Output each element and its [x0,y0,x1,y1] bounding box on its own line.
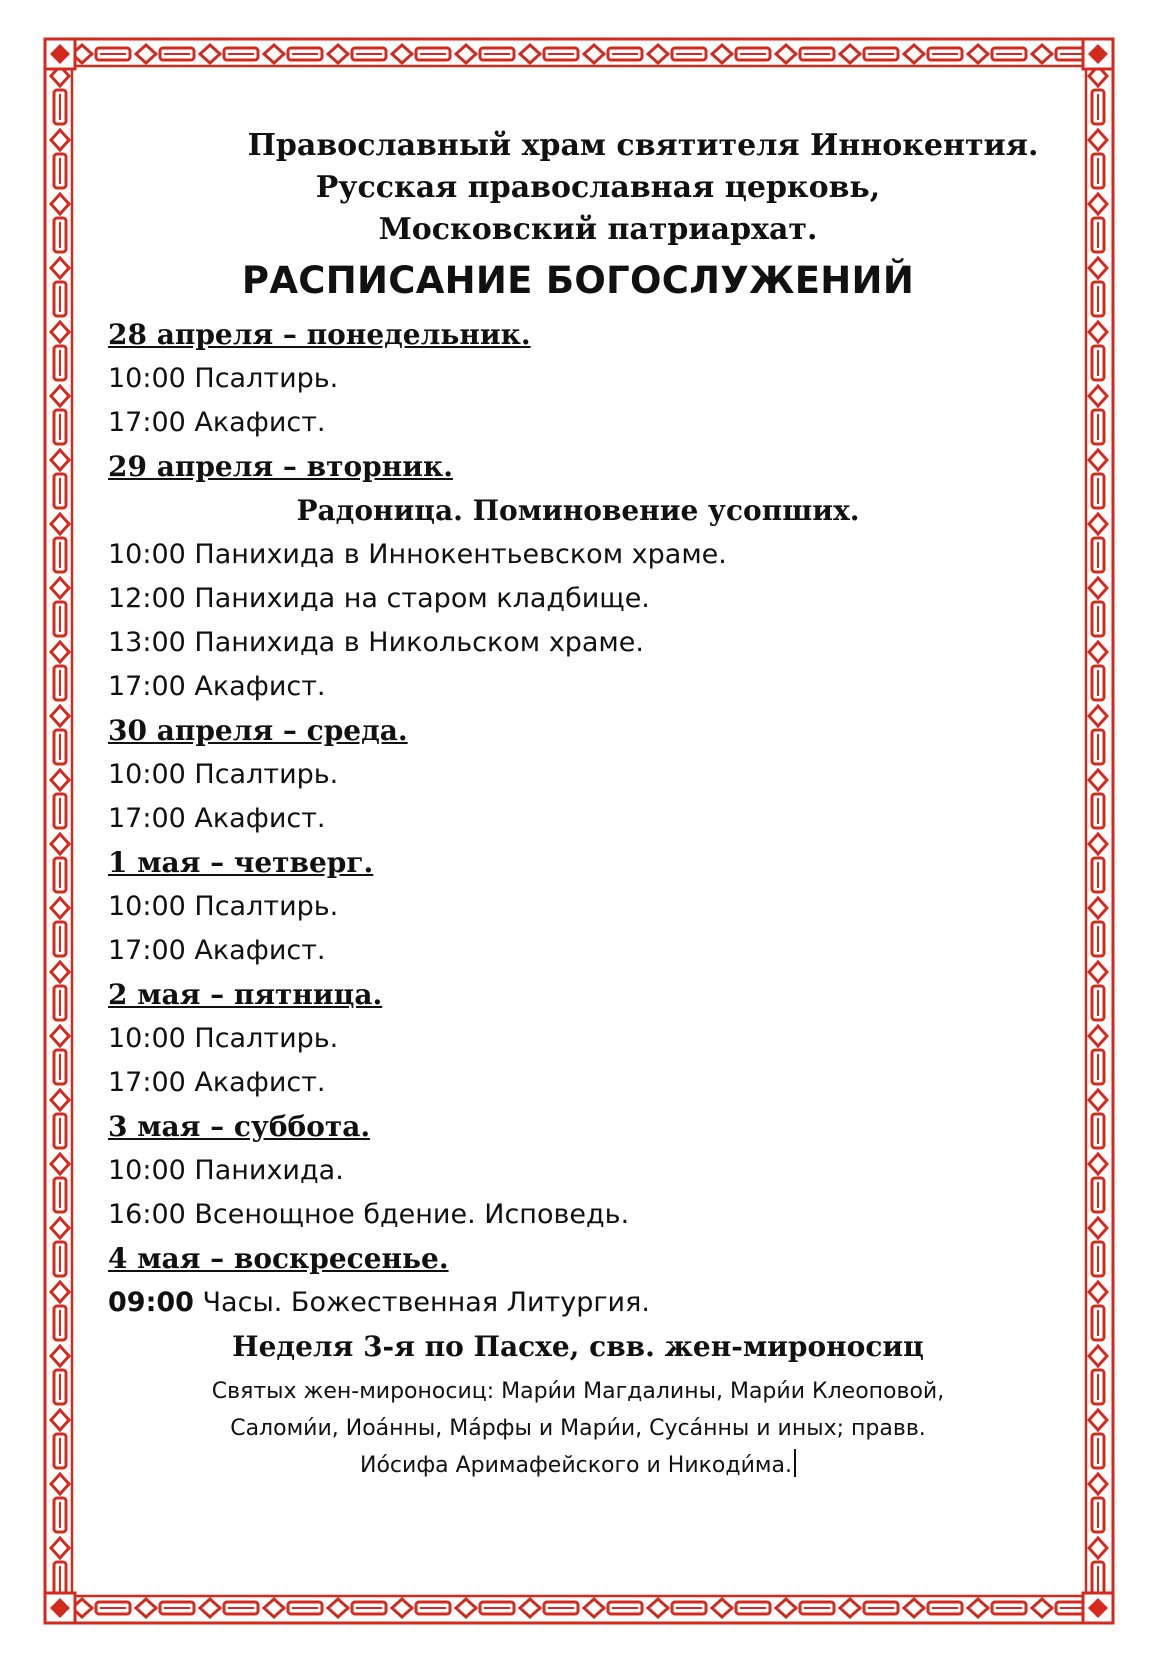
service-item [108,1017,1048,1061]
service-item [108,1061,1048,1105]
saints-line: Саломи́и, Иоа́нны, Ма́рфы и Мари́и, Суса́нны и иных; правв. [230,1416,926,1441]
service-text: Акафист. [194,1067,326,1098]
church-name: Православный храм святителя Иннокентия. [247,128,1039,163]
service-text: Всенощное бдение. Исповедь. [194,1199,630,1230]
day-heading: 30 апреля – среда. [108,714,408,747]
service-item [108,1193,1048,1237]
service-item [108,797,1048,841]
church-affiliation: Русская православная церковь, [315,170,881,205]
service-text: Часы. Божественная Литургия. [202,1287,650,1318]
service-text: Панихида в Никольском храме. [194,627,644,658]
service-text: Псалтирь. [194,891,339,922]
service-item [108,533,1048,577]
service-time: 17:00 [108,671,186,702]
saints-line: Ио́сифа Аримафейского и Никоди́ма. [108,1447,1048,1484]
service-time: 10:00 [108,539,186,570]
saints-line: Святых жен-мироносиц: Мари́и Магдалины, Мари́и Клеоповой, [211,1379,945,1404]
page-title: РАСПИСАНИЕ БОГОСЛУЖЕНИЙ [241,259,915,302]
service-time: 17:00 [108,935,186,966]
service-time: 10:00 [108,1023,186,1054]
service-item [108,665,1048,709]
service-item [108,929,1048,973]
service-time: 09:00 [108,1287,194,1318]
day-heading: 29 апреля – вторник. [108,450,453,483]
service-text: Панихида в Иннокентьевском храме. [194,539,727,570]
service-time: 17:00 [108,803,186,834]
text-cursor [794,1449,796,1477]
day-heading: 1 мая – четверг. [108,846,374,879]
service-text: Акафист. [194,935,326,966]
service-time: 13:00 [108,627,186,658]
day-heading: 3 мая – суббота. [108,1110,371,1143]
service-item [108,621,1048,665]
service-item [108,577,1048,621]
service-text: Панихида. [194,1155,344,1186]
service-time: 10:00 [108,891,186,922]
service-item [108,1149,1048,1193]
feast-note: Неделя 3-я по Пасхе, свв. жен-мироносиц [232,1330,924,1363]
service-time: 16:00 [108,1199,186,1230]
day-heading: 28 апреля – понедельник. [108,318,531,351]
schedule-list [108,313,1048,1484]
feast-note: Радоница. Поминовение усопших. [296,494,860,527]
service-text: Псалтирь. [194,363,339,394]
service-item [108,357,1048,401]
patriarchate: Московский патриархат. [378,212,818,247]
saints-commemoration [108,1373,1048,1484]
service-time: 10:00 [108,1155,186,1186]
service-item [108,753,1048,797]
service-item [108,1281,1048,1325]
service-item [108,885,1048,929]
service-time: 10:00 [108,759,186,790]
service-text: Акафист. [194,803,326,834]
schedule-document [108,125,1048,1484]
service-text: Акафист. [194,671,326,702]
service-time: 17:00 [108,1067,186,1098]
service-time: 10:00 [108,363,186,394]
service-text: Псалтирь. [194,759,339,790]
service-text: Псалтирь. [194,1023,339,1054]
service-text: Акафист. [194,407,326,438]
service-text: Панихида на старом кладбище. [194,583,650,614]
day-heading: 2 мая – пятница. [108,978,383,1011]
service-time: 12:00 [108,583,186,614]
service-item [108,401,1048,445]
day-heading: 4 мая – воскресенье. [108,1242,449,1275]
service-time: 17:00 [108,407,186,438]
